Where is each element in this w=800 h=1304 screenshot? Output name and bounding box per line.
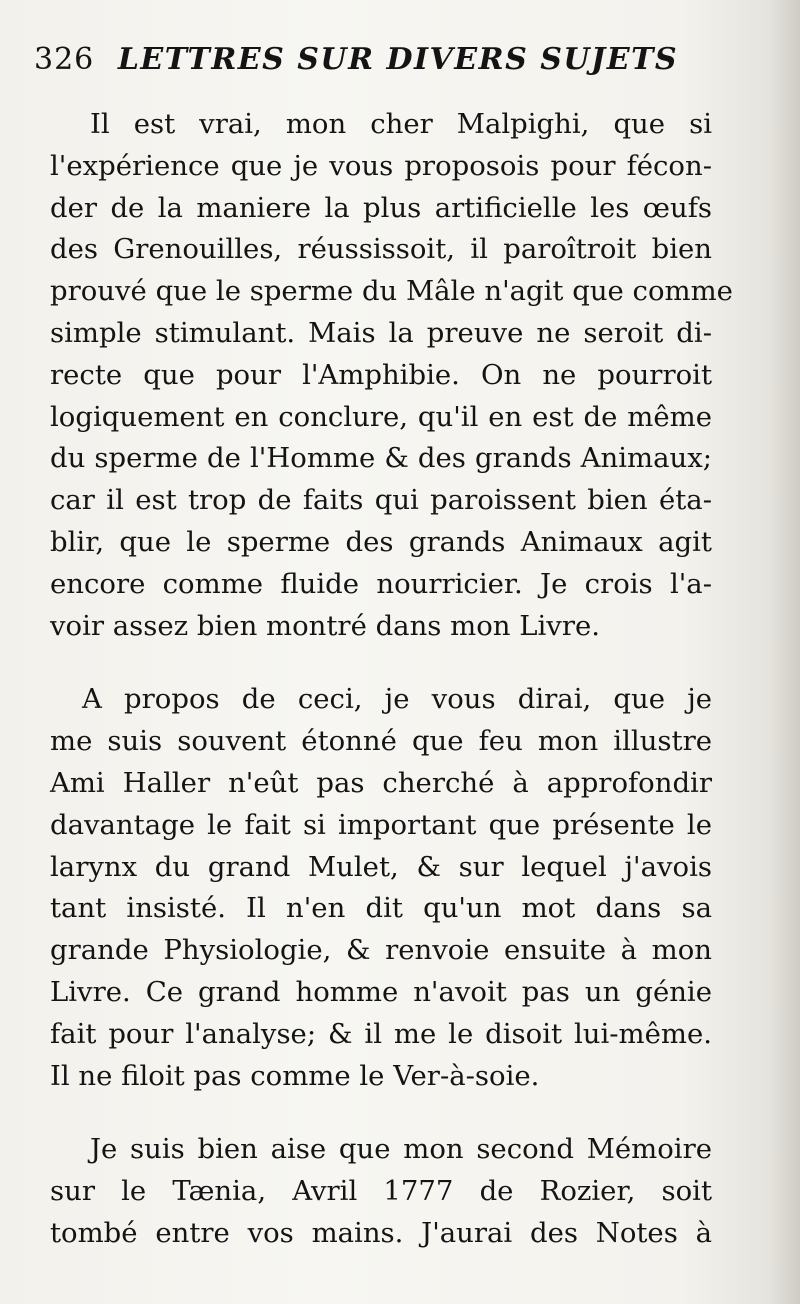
text-line: larynx du grand Mulet, & sur lequel j'avois — [50, 850, 712, 883]
text-line: blir, que le sperme des grands Animaux agit — [50, 525, 712, 558]
text-line: Je suis bien aise que mon second Mémoire — [90, 1133, 712, 1166]
text-line: sur le Tænia, Avril 1777 de Rozier, soit — [50, 1175, 712, 1208]
text-line: Ami Haller n'eût pas cherché à approfondir — [50, 766, 712, 799]
page-number: 326 — [34, 42, 95, 77]
text-line: l'expérience que je vous proposois pour fécon- — [50, 149, 712, 182]
page-body — [50, 104, 733, 1255]
text-line: Livre. Ce grand homme n'avoit pas un génie — [50, 975, 712, 1008]
paragraph-2 — [50, 679, 712, 1097]
text-line: davantage le fait si important que présente le — [50, 808, 712, 841]
text-line: car il est trop de faits qui paroissent bien éta- — [50, 484, 712, 517]
running-title: LETTRES SUR DIVERS SUJETS — [117, 42, 679, 77]
text-line: A propos de ceci, je vous dirai, que je — [82, 683, 712, 716]
text-line: tombé entre vos mains. J'aurai des Notes à — [50, 1216, 712, 1249]
text-line: encore comme fluide nourricier. Je crois l'a- — [50, 567, 712, 600]
text-line: tant insisté. Il n'en dit qu'un mot dans sa — [50, 892, 712, 925]
paragraph-3 — [50, 1129, 712, 1254]
text-line: grande Physiologie, & renvoie ensuite à mon — [50, 934, 712, 967]
text-line: des Grenouilles, réussissoit, il paroîtroit bien — [50, 233, 712, 266]
text-line: Il est vrai, mon cher Malpighi, que si — [90, 108, 712, 140]
paragraph-1 — [50, 104, 733, 647]
text-line: recte que pour l'Amphibie. On ne pourroit — [50, 358, 712, 391]
text-line: logiquement en conclure, qu'il en est de même — [50, 400, 712, 433]
text-line: fait pour l'analyse; & il me le disoit lui-même. — [50, 1017, 712, 1050]
text-line: prouvé que le sperme du Mâle n'agit que comme — [50, 275, 733, 308]
text-line: simple stimulant. Mais la preuve ne seroit di- — [50, 316, 712, 349]
text-line: der de la maniere la plus artificielle les œufs — [50, 191, 712, 224]
text-line: me suis souvent étonné que feu mon illustre — [50, 725, 712, 758]
page-header — [34, 40, 754, 80]
text-line: voir assez bien montré dans mon Livre. — [50, 609, 600, 642]
text-line: du sperme de l'Homme & des grands Animaux; — [50, 442, 712, 475]
text-line: Il ne filoit pas comme le Ver-à-soie. — [50, 1059, 540, 1092]
